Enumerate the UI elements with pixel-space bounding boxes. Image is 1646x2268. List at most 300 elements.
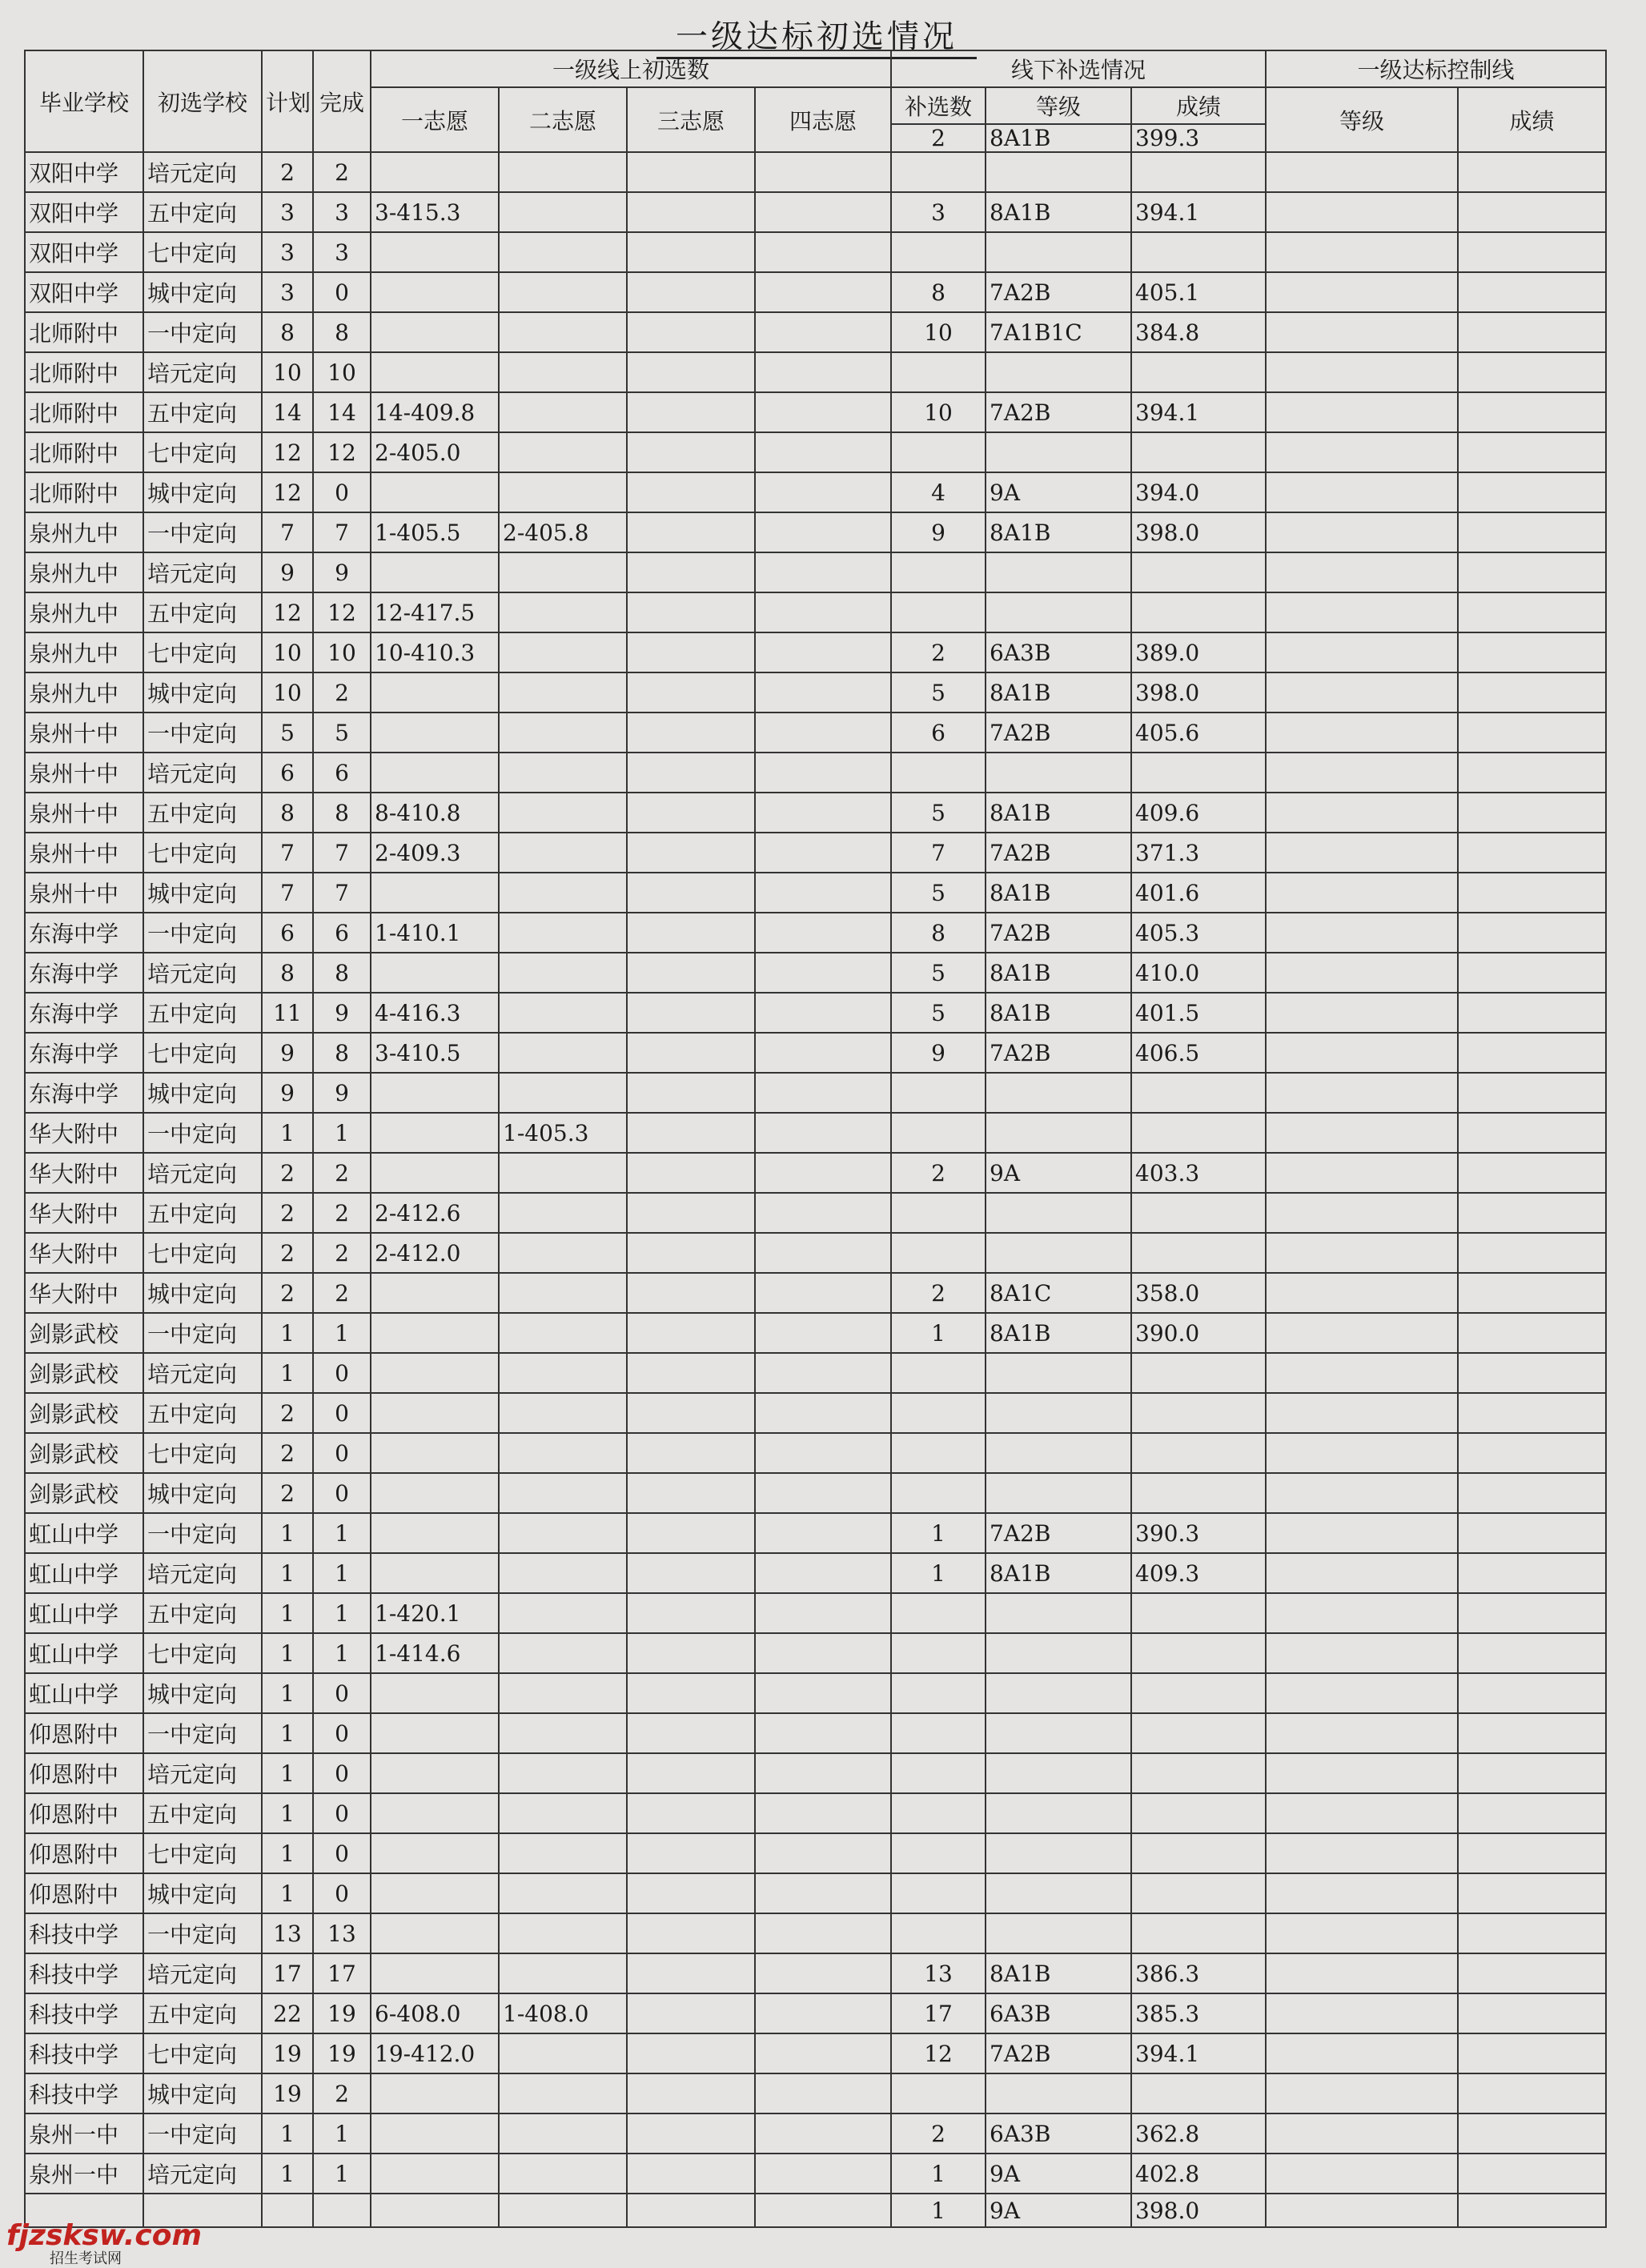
init-school-cell: 七中定向 — [143, 432, 262, 472]
init-school-cell: 培元定向 — [143, 352, 262, 392]
offline-supp-cell: 2 — [891, 1153, 986, 1193]
ctrl-grade-cell — [1266, 1673, 1458, 1713]
wish1-cell — [371, 1313, 499, 1353]
offline-grade-cell: 8A1C — [986, 1273, 1131, 1313]
grad-school-cell: 泉州十中 — [25, 793, 143, 833]
table-row — [25, 1313, 1606, 1353]
wish2-cell — [499, 1553, 627, 1593]
plan-cell: 1 — [262, 1113, 313, 1153]
grad-school-cell: 泉州十中 — [25, 833, 143, 873]
plan-cell: 3 — [262, 272, 313, 312]
ctrl-grade-cell — [1266, 1913, 1458, 1953]
init-school-cell: 五中定向 — [143, 993, 262, 1033]
offline-grade-cell — [986, 1193, 1131, 1233]
offline-score-cell — [1131, 232, 1266, 272]
ctrl-score-cell — [1458, 1473, 1606, 1513]
offline-score-cell: 371.3 — [1131, 833, 1266, 873]
plan-cell: 9 — [262, 1073, 313, 1113]
offline-supp-cell: 9 — [891, 1033, 986, 1073]
plan-cell: 1 — [262, 1753, 313, 1793]
offline-supp-cell — [891, 1073, 986, 1113]
wish2-cell — [499, 232, 627, 272]
header-wish3: 三志愿 — [627, 87, 755, 152]
offline-grade-cell: 7A1B1C — [986, 312, 1131, 352]
grad-school-cell: 仰恩附中 — [25, 1873, 143, 1913]
wish4-cell — [755, 753, 891, 793]
wish2-cell — [499, 152, 627, 192]
init-school-cell: 五中定向 — [143, 1393, 262, 1433]
plan-cell: 22 — [262, 1993, 313, 2033]
wish3-cell — [627, 913, 755, 953]
init-school-cell: 七中定向 — [143, 1433, 262, 1473]
wish4-cell — [755, 672, 891, 713]
offline-score-cell — [1131, 2073, 1266, 2113]
ctrl-grade-cell — [1266, 392, 1458, 432]
ctrl-grade-cell — [1266, 2154, 1458, 2194]
wish4-cell — [755, 833, 891, 873]
offline-score-cell: 405.3 — [1131, 913, 1266, 953]
offline-grade-cell — [986, 1473, 1131, 1513]
wish1-cell — [371, 1553, 499, 1593]
offline-score-cell: 394.1 — [1131, 392, 1266, 432]
done-cell: 12 — [313, 432, 371, 472]
offline-score-cell: 386.3 — [1131, 1953, 1266, 1993]
init-school-cell: 一中定向 — [143, 1113, 262, 1153]
wish1-cell: 6-408.0 — [371, 1993, 499, 2033]
grad-school-cell: 华大附中 — [25, 1233, 143, 1273]
init-school-cell: 七中定向 — [143, 1033, 262, 1073]
plan-cell: 5 — [262, 713, 313, 753]
done-cell: 2 — [313, 672, 371, 713]
wish1-cell: 1-405.5 — [371, 512, 499, 552]
wish1-cell — [371, 753, 499, 793]
wish3-cell — [627, 472, 755, 512]
init-school-cell: 培元定向 — [143, 953, 262, 993]
offline-supp-cell: 2 — [891, 632, 986, 672]
wish2-cell — [499, 1193, 627, 1233]
plan-cell: 1 — [262, 1513, 313, 1553]
offline-score-cell — [1131, 1113, 1266, 1153]
offline-supp-cell — [891, 1673, 986, 1713]
plan-cell: 10 — [262, 352, 313, 392]
wish1-cell: 1-410.1 — [371, 913, 499, 953]
plan-cell: 9 — [262, 552, 313, 592]
empty-cell — [262, 2194, 313, 2227]
table-row — [25, 753, 1606, 793]
table-row — [25, 2033, 1606, 2073]
init-school-cell: 五中定向 — [143, 1793, 262, 1833]
init-school-cell: 五中定向 — [143, 793, 262, 833]
offline-grade-cell — [986, 592, 1131, 632]
wish1-cell: 2-412.6 — [371, 1193, 499, 1233]
wish4-cell — [755, 1073, 891, 1113]
wish1-cell — [371, 1273, 499, 1313]
wish2-cell — [499, 1913, 627, 1953]
done-cell: 19 — [313, 2033, 371, 2073]
offline-grade-cell — [986, 352, 1131, 392]
wish4-cell — [755, 552, 891, 592]
grad-school-cell: 东海中学 — [25, 1033, 143, 1073]
offline-grade-cell: 7A2B — [986, 833, 1131, 873]
table-row — [25, 512, 1606, 552]
wish4-cell — [755, 1553, 891, 1593]
offline-grade-cell — [986, 232, 1131, 272]
plan-cell: 9 — [262, 1033, 313, 1073]
offline-supp-cell: 5 — [891, 672, 986, 713]
ctrl-grade-cell — [1266, 793, 1458, 833]
done-cell: 9 — [313, 993, 371, 1033]
offline-score-cell — [1131, 1753, 1266, 1793]
offline-score-cell — [1131, 1433, 1266, 1473]
offline-supp-cell — [891, 1113, 986, 1153]
ctrl-grade-cell — [1266, 432, 1458, 472]
plan-cell: 8 — [262, 793, 313, 833]
wish2-cell — [499, 192, 627, 232]
offline-supp-cell: 5 — [891, 793, 986, 833]
wish4-cell — [755, 2073, 891, 2113]
ctrl-score-cell — [1458, 2033, 1606, 2073]
offline-score-cell: 405.6 — [1131, 713, 1266, 753]
table-row — [25, 1353, 1606, 1393]
offline-score-cell — [1131, 1633, 1266, 1673]
wish4-cell — [755, 232, 891, 272]
header-grade: 等级 — [986, 87, 1131, 124]
done-cell: 0 — [313, 1673, 371, 1713]
init-school-cell: 五中定向 — [143, 192, 262, 232]
ctrl-score-cell — [1458, 552, 1606, 592]
grad-school-cell: 仰恩附中 — [25, 1753, 143, 1793]
wish4-cell — [755, 432, 891, 472]
wish3-cell — [627, 312, 755, 352]
wish2-cell: 2-405.8 — [499, 512, 627, 552]
offline-score-cell: 401.5 — [1131, 993, 1266, 1033]
offline-supp-cell: 5 — [891, 953, 986, 993]
offline-score-cell: 398.0 — [1131, 672, 1266, 713]
table-row — [25, 2154, 1606, 2194]
plan-cell: 10 — [262, 632, 313, 672]
table-row — [25, 913, 1606, 953]
wish4-cell — [755, 392, 891, 432]
ctrl-grade-cell — [1266, 1433, 1458, 1473]
ctrl-score-cell — [1458, 232, 1606, 272]
grad-school-cell: 科技中学 — [25, 2073, 143, 2113]
ctrl-score-cell — [1458, 192, 1606, 232]
plan-cell: 12 — [262, 432, 313, 472]
offline-supp-cell — [891, 1233, 986, 1273]
wish4-cell — [755, 1593, 891, 1633]
ctrl-grade-cell — [1266, 1393, 1458, 1433]
wish3-cell — [627, 833, 755, 873]
wish1-cell — [371, 272, 499, 312]
grad-school-cell: 北师附中 — [25, 312, 143, 352]
grad-school-cell: 泉州十中 — [25, 753, 143, 793]
header-wish1: 一志愿 — [371, 87, 499, 152]
wish3-cell — [627, 272, 755, 312]
table-row — [25, 2113, 1606, 2154]
wish2-cell — [499, 312, 627, 352]
done-cell: 6 — [313, 913, 371, 953]
offline-supp-cell: 4 — [891, 472, 986, 512]
ctrl-grade-cell — [1266, 1713, 1458, 1753]
init-school-cell: 一中定向 — [143, 2113, 262, 2154]
ctrl-score-cell — [1458, 1193, 1606, 1233]
wish4-cell — [755, 1873, 891, 1913]
offline-score-cell — [1131, 1193, 1266, 1233]
wish2-cell — [499, 672, 627, 713]
header-group-online: 一级线上初选数 — [371, 50, 891, 87]
table-row — [25, 993, 1606, 1033]
wish1-cell: 12-417.5 — [371, 592, 499, 632]
grad-school-cell: 华大附中 — [25, 1113, 143, 1153]
ctrl-grade-cell — [1266, 192, 1458, 232]
ctrl-grade-cell — [1266, 1153, 1458, 1193]
table-row — [25, 472, 1606, 512]
grad-school-cell: 东海中学 — [25, 913, 143, 953]
offline-grade-cell — [986, 1913, 1131, 1953]
table-row — [25, 1513, 1606, 1553]
ctrl-grade-cell — [1266, 1513, 1458, 1553]
wish2-cell — [499, 753, 627, 793]
offline-score-cell — [1131, 1673, 1266, 1713]
offline-score-cell: 398.0 — [1131, 512, 1266, 552]
wish4-cell — [755, 472, 891, 512]
offline-score-cell: 410.0 — [1131, 953, 1266, 993]
table-row — [25, 1753, 1606, 1793]
init-school-cell: 培元定向 — [143, 1953, 262, 1993]
grad-school-cell: 科技中学 — [25, 2033, 143, 2073]
wish1-cell — [371, 1513, 499, 1553]
plan-cell: 19 — [262, 2073, 313, 2113]
table-row — [25, 272, 1606, 312]
done-cell: 2 — [313, 2073, 371, 2113]
table-row — [25, 432, 1606, 472]
wish3-cell — [627, 592, 755, 632]
done-cell: 10 — [313, 632, 371, 672]
table-body — [25, 152, 1606, 2194]
offline-score-cell — [1131, 1233, 1266, 1273]
done-cell: 10 — [313, 352, 371, 392]
offline-grade-cell: 8A1B — [986, 1553, 1131, 1593]
offline-score-cell: 399.3 — [1131, 124, 1266, 152]
init-school-cell: 培元定向 — [143, 1753, 262, 1793]
table-row — [25, 592, 1606, 632]
wish2-cell — [499, 1273, 627, 1313]
offline-supp-cell: 2 — [891, 1273, 986, 1313]
table-row — [25, 232, 1606, 272]
wish2-cell — [499, 1673, 627, 1713]
ctrl-score-cell — [1458, 1513, 1606, 1553]
ctrl-score-cell — [1458, 432, 1606, 472]
ctrl-score-cell — [1458, 2113, 1606, 2154]
ctrl-grade-cell — [1266, 713, 1458, 753]
wish4-cell — [755, 592, 891, 632]
offline-supp-cell — [891, 552, 986, 592]
ctrl-score-cell — [1458, 1233, 1606, 1273]
offline-score-cell — [1131, 552, 1266, 592]
ctrl-score-cell — [1458, 272, 1606, 312]
grad-school-cell: 北师附中 — [25, 352, 143, 392]
wish1-cell — [371, 1913, 499, 1953]
offline-score-cell: 406.5 — [1131, 1033, 1266, 1073]
done-cell: 2 — [313, 1273, 371, 1313]
wish4-cell — [755, 152, 891, 192]
wish4-cell — [755, 1913, 891, 1953]
wish1-cell — [371, 1393, 499, 1433]
table-row — [25, 873, 1606, 913]
init-school-cell: 城中定向 — [143, 1073, 262, 1113]
wish2-cell — [499, 953, 627, 993]
ctrl-grade-cell — [1266, 1873, 1458, 1913]
init-school-cell: 七中定向 — [143, 232, 262, 272]
ctrl-score-cell — [1458, 1713, 1606, 1753]
wish3-cell — [627, 1593, 755, 1633]
plan-cell: 1 — [262, 1673, 313, 1713]
offline-supp-cell — [891, 1393, 986, 1433]
offline-score-cell — [1131, 432, 1266, 472]
grad-school-cell: 剑影武校 — [25, 1393, 143, 1433]
table-row — [25, 1913, 1606, 1953]
ctrl-score-cell — [1458, 312, 1606, 352]
init-school-cell: 一中定向 — [143, 512, 262, 552]
table-row — [25, 2073, 1606, 2113]
done-cell: 1 — [313, 1313, 371, 1353]
done-cell: 0 — [313, 1793, 371, 1833]
offline-grade-cell — [986, 152, 1131, 192]
ctrl-grade-cell — [1266, 672, 1458, 713]
plan-cell: 2 — [262, 152, 313, 192]
wish1-cell — [371, 1873, 499, 1913]
table-row — [25, 392, 1606, 432]
offline-score-cell: 402.8 — [1131, 2154, 1266, 2194]
table-row — [25, 1673, 1606, 1713]
offline-score-cell — [1131, 1593, 1266, 1633]
offline-score-cell — [1131, 1913, 1266, 1953]
grad-school-cell: 虹山中学 — [25, 1593, 143, 1633]
offline-grade-cell — [986, 1433, 1131, 1473]
done-cell: 1 — [313, 1513, 371, 1553]
offline-grade-cell: 8A1B — [986, 793, 1131, 833]
wish2-cell — [499, 1713, 627, 1753]
table-row — [25, 312, 1606, 352]
wish3-cell — [627, 1073, 755, 1113]
ctrl-score-cell — [1458, 1753, 1606, 1793]
offline-supp-cell — [891, 592, 986, 632]
plan-cell: 12 — [262, 472, 313, 512]
grad-school-cell: 北师附中 — [25, 432, 143, 472]
wish1-cell — [371, 552, 499, 592]
wish4-cell — [755, 1393, 891, 1433]
init-school-cell: 五中定向 — [143, 1193, 262, 1233]
done-cell: 1 — [313, 1113, 371, 1153]
wish1-cell — [371, 472, 499, 512]
wish3-cell — [627, 1433, 755, 1473]
ctrl-grade-cell — [1266, 2073, 1458, 2113]
ctrl-grade-cell — [1266, 352, 1458, 392]
offline-supp-cell: 2 — [891, 2113, 986, 2154]
wish2-cell — [499, 2033, 627, 2073]
grad-school-cell: 双阳中学 — [25, 232, 143, 272]
wish4-cell — [755, 1473, 891, 1513]
plan-cell: 2 — [262, 1393, 313, 1433]
grad-school-cell: 虹山中学 — [25, 1513, 143, 1553]
done-cell: 12 — [313, 592, 371, 632]
wish2-cell — [499, 1593, 627, 1633]
grad-school-cell: 泉州十中 — [25, 873, 143, 913]
grad-school-cell: 北师附中 — [25, 392, 143, 432]
wish4-cell — [755, 1673, 891, 1713]
offline-supp-cell — [891, 1793, 986, 1833]
offline-supp-cell — [891, 1753, 986, 1793]
wish3-cell — [627, 1393, 755, 1433]
header-supp-count: 补选数 — [891, 87, 986, 124]
offline-score-cell — [1131, 1353, 1266, 1393]
offline-score-cell: 390.3 — [1131, 1513, 1266, 1553]
offline-grade-cell — [986, 1833, 1131, 1873]
done-cell: 8 — [313, 312, 371, 352]
offline-supp-cell: 7 — [891, 833, 986, 873]
done-cell: 2 — [313, 1153, 371, 1193]
ctrl-grade-cell — [1266, 993, 1458, 1033]
header-init-school: 初选学校 — [143, 50, 262, 152]
wish1-cell — [371, 2113, 499, 2154]
header-ctrl-grade: 等级 — [1266, 87, 1458, 152]
empty-cell — [1458, 2194, 1606, 2227]
ctrl-grade-cell — [1266, 1753, 1458, 1793]
offline-score-cell — [1131, 753, 1266, 793]
offline-supp-cell — [891, 1833, 986, 1873]
wish1-cell: 4-416.3 — [371, 993, 499, 1033]
wish3-cell — [627, 1513, 755, 1553]
table-row — [25, 552, 1606, 592]
offline-grade-cell: 7A2B — [986, 2033, 1131, 2073]
done-cell: 0 — [313, 1393, 371, 1433]
done-cell: 14 — [313, 392, 371, 432]
plan-cell: 3 — [262, 192, 313, 232]
init-school-cell: 五中定向 — [143, 1593, 262, 1633]
wish2-cell — [499, 432, 627, 472]
plan-cell: 13 — [262, 1913, 313, 1953]
wish1-cell: 14-409.8 — [371, 392, 499, 432]
offline-grade-cell — [986, 1353, 1131, 1393]
done-cell: 17 — [313, 1953, 371, 1993]
wish1-cell: 3-410.5 — [371, 1033, 499, 1073]
ctrl-score-cell — [1458, 1953, 1606, 1993]
plan-cell: 3 — [262, 232, 313, 272]
ctrl-grade-cell — [1266, 1473, 1458, 1513]
offline-score-cell — [1131, 152, 1266, 192]
ctrl-score-cell — [1458, 392, 1606, 432]
grad-school-cell: 泉州十中 — [25, 713, 143, 753]
ctrl-score-cell — [1458, 472, 1606, 512]
wish1-cell: 3-415.3 — [371, 192, 499, 232]
table-row — [25, 672, 1606, 713]
plan-cell: 1 — [262, 1793, 313, 1833]
table-row — [25, 1193, 1606, 1233]
grad-school-cell: 东海中学 — [25, 953, 143, 993]
header-score: 成绩 — [1131, 87, 1266, 124]
wish4-cell — [755, 913, 891, 953]
table-row — [25, 833, 1606, 873]
done-cell: 2 — [313, 152, 371, 192]
wish1-cell: 2-405.0 — [371, 432, 499, 472]
wish2-cell — [499, 2073, 627, 2113]
ctrl-score-cell — [1458, 1993, 1606, 2033]
wish2-cell — [499, 352, 627, 392]
wish2-cell — [499, 1793, 627, 1833]
wish4-cell — [755, 1113, 891, 1153]
wish4-cell — [755, 632, 891, 672]
wish1-cell — [371, 1793, 499, 1833]
